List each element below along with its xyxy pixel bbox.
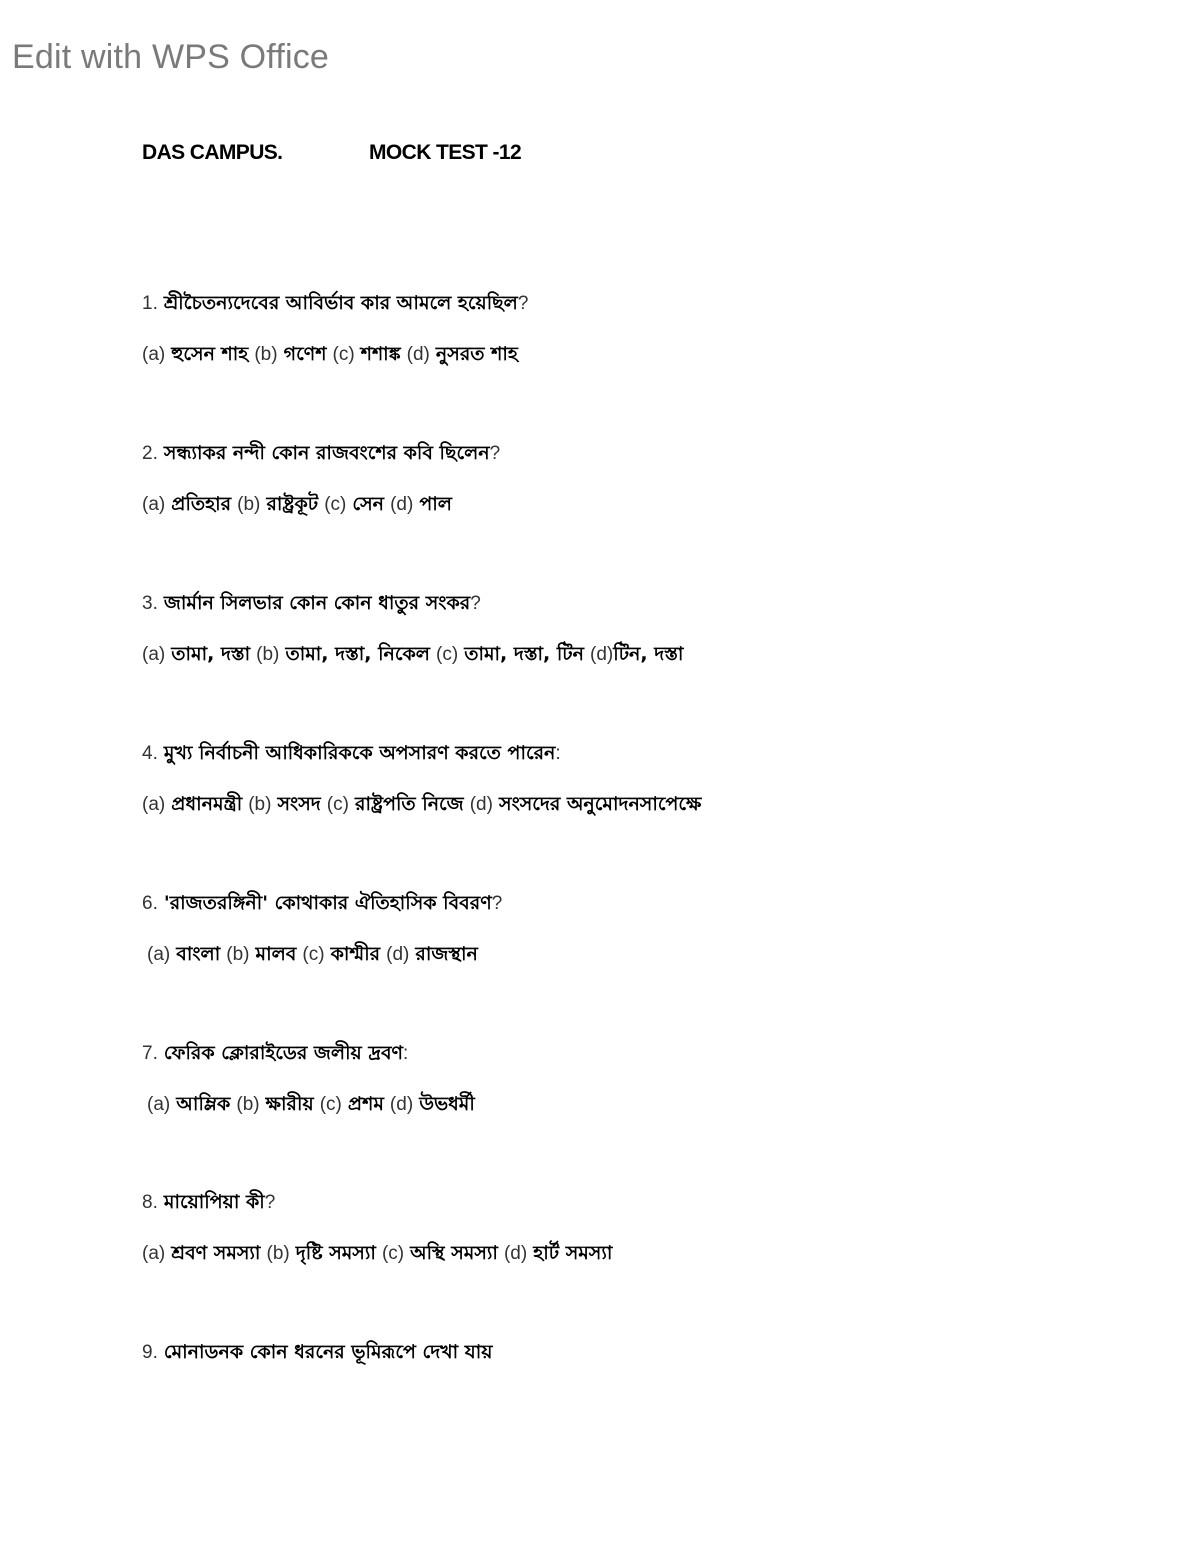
question-3 — [142, 588, 1142, 670]
option-label: (a) — [142, 644, 166, 665]
question-end: ? — [470, 593, 481, 614]
option-text: হার্ট সমস্যা — [533, 1242, 613, 1264]
options-line — [142, 939, 1142, 970]
question-4 — [142, 738, 1142, 820]
option-text: প্রতিহার — [171, 493, 232, 515]
option-text: নুসরত শাহ — [435, 343, 518, 365]
question-number: 2. — [142, 443, 158, 464]
question-text — [142, 438, 1142, 469]
option-label: (b) — [256, 644, 280, 665]
option-label: (d) — [503, 1243, 528, 1264]
question-body: সন্ধ্যাকর নন্দী কোন রাজবংশের কবি ছিলেন — [163, 442, 490, 464]
question-number: 9. — [142, 1342, 158, 1363]
document-header — [142, 141, 522, 165]
question-number: 4. — [142, 743, 158, 764]
options-line — [142, 1089, 1142, 1120]
option-label: (a) — [142, 344, 166, 365]
option-label: (c) — [319, 1094, 342, 1115]
option-label: (d) — [469, 794, 493, 815]
option-label: (b) — [226, 944, 250, 965]
option-label: (a) — [142, 794, 166, 815]
question-end: ? — [491, 893, 503, 914]
option-text: শশাঙ্ক — [360, 343, 401, 365]
option-text: বাংলা — [176, 943, 221, 965]
option-text: উভধর্মী — [419, 1093, 475, 1115]
option-text: হুসেন শাহ — [171, 343, 249, 365]
test-title: MOCK TEST -12 — [369, 141, 522, 164]
option-label: (c) — [436, 644, 459, 665]
question-text — [142, 288, 1142, 319]
option-text: প্রধানমন্ত্রী — [171, 793, 243, 815]
option-label: (a) — [142, 1243, 166, 1264]
question-body: মায়োপিয়া কী — [163, 1191, 265, 1213]
question-end: : — [403, 1043, 409, 1064]
option-label: (c) — [324, 494, 347, 515]
option-label: (b) — [237, 494, 261, 515]
question-text — [142, 1038, 1142, 1069]
question-number: 8. — [142, 1192, 158, 1213]
option-label: (a) — [147, 944, 171, 965]
option-label: (a) — [147, 1094, 171, 1115]
question-7 — [142, 1038, 1142, 1120]
option-label: (c) — [381, 1243, 405, 1264]
question-number: 7. — [142, 1043, 158, 1064]
options-line — [142, 339, 1142, 370]
option-text: দৃষ্টি সমস্যা — [295, 1242, 376, 1264]
question-text — [142, 738, 1142, 769]
question-8 — [142, 1187, 1142, 1269]
option-label: (c) — [332, 344, 355, 365]
wps-watermark: Edit with WPS Office — [12, 38, 330, 76]
option-text: ক্ষারীয় — [265, 1093, 314, 1115]
option-label: (b) — [254, 344, 278, 365]
question-number: 1. — [142, 293, 158, 314]
option-text: পাল — [419, 493, 452, 515]
question-1 — [142, 288, 1142, 370]
option-text: তামা, দস্তা, টিন — [464, 643, 584, 665]
option-text: রাষ্ট্রপতি নিজে — [355, 793, 464, 815]
question-body: জার্মান সিলভার কোন কোন ধাতুর সংকর — [163, 592, 471, 614]
option-text: সংসদ — [277, 793, 321, 815]
option-label: (d) — [590, 644, 614, 665]
option-text: শ্রবণ সমস্যা — [171, 1242, 261, 1264]
option-text: তামা, দস্তা — [171, 643, 251, 665]
option-text: রাষ্ট্রকূট — [266, 493, 319, 515]
option-label: (a) — [142, 494, 166, 515]
question-body: মুখ্য নির্বাচনী আধিকারিককে অপসারণ করতে পারেন — [163, 742, 556, 764]
question-text — [142, 1337, 1142, 1368]
option-text: প্রশম — [347, 1093, 384, 1115]
option-text: আম্লিক — [176, 1093, 231, 1115]
option-label: (c) — [302, 944, 325, 965]
question-9 — [142, 1337, 1142, 1368]
question-text — [142, 1187, 1142, 1218]
option-label: (c) — [326, 794, 349, 815]
option-text: সেন — [352, 493, 385, 515]
question-number: 6. — [142, 893, 158, 914]
option-text: মালব — [255, 943, 297, 965]
option-text: অস্থি সমস্যা — [410, 1242, 498, 1264]
question-body: মোনাডনক কোন ধরনের ভূমিরূপে দেখা যায় — [163, 1341, 493, 1363]
question-end: ? — [489, 443, 501, 464]
options-line — [142, 489, 1142, 520]
question-2 — [142, 438, 1142, 520]
question-end: ? — [264, 1192, 276, 1213]
question-number: 3. — [142, 593, 158, 614]
option-text: তামা, দস্তা, নিকেল — [285, 643, 430, 665]
option-label: (d) — [386, 944, 410, 965]
question-body: 'রাজতরঙ্গিনী' কোথাকার ঐতিহাসিক বিবরণ — [163, 892, 492, 914]
option-text: কাশ্মীর — [330, 943, 381, 965]
question-body: শ্রীচৈতন্যদেবের আবির্ভাব কার আমলে হয়েছিল — [163, 292, 518, 314]
question-6 — [142, 888, 1142, 970]
options-line — [142, 1238, 1142, 1269]
options-line — [142, 639, 1142, 670]
option-text: সংসদের অনুমোদনসাপেক্ষে — [499, 793, 702, 815]
option-label: (d) — [389, 1094, 414, 1115]
option-label: (b) — [266, 1243, 290, 1264]
question-end: : — [555, 743, 561, 764]
question-text — [142, 888, 1142, 919]
option-label: (b) — [236, 1094, 260, 1115]
option-label: (d) — [406, 344, 430, 365]
question-text — [142, 588, 1142, 619]
option-text: গণেশ — [283, 343, 327, 365]
options-line — [142, 789, 1142, 820]
option-label: (b) — [248, 794, 272, 815]
question-end: ? — [517, 293, 529, 314]
campus-name: DAS CAMPUS. — [142, 141, 283, 164]
question-body: ফেরিক ক্লোরাইডের জলীয় দ্রবণ — [163, 1042, 404, 1064]
option-label: (d) — [390, 494, 414, 515]
option-text: টিন, দস্তা — [613, 643, 684, 665]
option-text: রাজস্থান — [415, 943, 478, 965]
